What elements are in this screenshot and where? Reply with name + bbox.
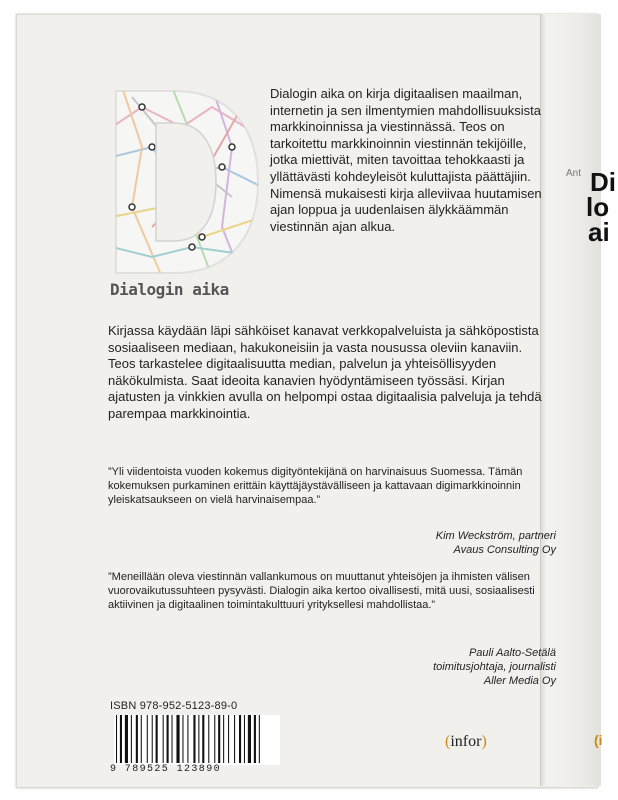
barcode-bar (167, 715, 169, 763)
barcode-bar (228, 715, 229, 763)
barcode-bar (198, 715, 199, 763)
barcode-bar (136, 715, 138, 763)
logo-caption: Dialogin aika (110, 280, 229, 299)
barcode-bar (223, 715, 224, 763)
publisher-paren-close: ) (481, 733, 487, 750)
barcode-bar (208, 715, 209, 763)
publisher-name: infor (450, 733, 482, 750)
barcode-bar (218, 715, 220, 763)
barcode-bar (120, 715, 122, 763)
body-paragraph: Kirjassa käydään läpi sähköiset kanavat verkkopalveluista ja sähköpostista sosiaaliseen mediaan, hakukoneisiin ja vasta nousussa oleviin kanaviin. Teos tarkastelee digitaalisuutta median, palvelun ja yhteisöllisyyden näkökulmista. Saat ideoita kanavien hyödyntämiseen työssäsi. Kirjan ajatusten ja vinkkien avulla on helpompi ostaa digitaalisia palveluja ja tehdä parempaa markkinointia. (108, 323, 542, 421)
barcode-bar (248, 715, 251, 763)
barcode-bar (214, 715, 215, 763)
barcode-bar (193, 715, 195, 763)
spine-title-line-1: Di (590, 167, 616, 197)
quote-2-attribution (433, 646, 556, 688)
barcode-bar (176, 715, 179, 763)
barcode-bar (259, 715, 260, 763)
barcode-bar (156, 715, 158, 763)
spine-publisher-logo: (i (594, 732, 603, 748)
isbn-label: ISBN 978-952-5123-89-0 (110, 700, 238, 712)
barcode-bar (116, 715, 117, 763)
barcode-bar (147, 715, 148, 763)
barcode (114, 715, 280, 765)
quote-2-text: ”Meneillään oleva viestinnän vallankumous on muuttanut yhteisöjen ja ihmisten välisen vuorovaikutussuhteen pysyvästi. Dialogin aika kertoo oivallisesti, mitä uusi, sosiaalisesti aktiivinen ja digitaalinen toimintakulttuuri yrityksellesi mahdollistaa.” (108, 571, 535, 611)
spine-author: Ant (566, 168, 582, 179)
barcode-bar (202, 715, 204, 763)
intro-paragraph: Dialogin aika on kirja digitaalisen maailman, internetin ja sen ilmentymien mahdollisuuksista markkinoinnissa ja viestinnässä. Teos on tarkoitettu markkinoinnin viestinnän tekijöille, jotka miettivät, miten tavoittaa tehokkaasti ja yllättävästi kohdeyleisöt kuluttajista päättäjiin. Nimensä mukaisesti kirja alleviivaa huutamisen ajan loppua ja uudenlaisen älykkäämmän viestinnän ajan alkua. (270, 86, 542, 234)
spine-title-line-2: lo (586, 192, 610, 222)
spine-title-line-3: ai (588, 217, 610, 247)
barcode-bar (182, 715, 183, 763)
quote-1-company: Avaus Consulting Oy (453, 544, 556, 556)
quote-1-author: Kim Weckström, partneri (435, 530, 556, 542)
quote-2-company: Aller Media Oy (483, 675, 556, 687)
publisher-paren-open: ( (445, 733, 451, 750)
barcode-bar (187, 715, 188, 763)
barcode-bar (254, 715, 256, 763)
d-letter-metro-map-icon (112, 87, 262, 277)
publisher-logo (445, 733, 487, 751)
quote-1-text: ”Yli viidentoista vuoden kokemus digityöntekijänä on harvinaisuus Suomessa. Tämän kokemuksen purkaminen erittäin käyttäjäystävälliseen ja kattavaan digimarkkinoinnin yleiskatsaukseen on vielä harvinaisempaa.” (108, 466, 523, 506)
barcode-bar (141, 715, 142, 763)
barcode-digits: 9 789525 123890 (110, 764, 222, 775)
barcode-bar (172, 715, 173, 763)
barcode-bar (244, 715, 245, 763)
barcode-bars-icon (114, 715, 280, 765)
barcode-bar (234, 715, 235, 763)
barcode-bar (152, 715, 153, 763)
quote-2-author: Pauli Aalto-Setälä (468, 647, 556, 659)
barcode-bar (131, 715, 132, 763)
barcode-bar (239, 715, 241, 763)
quote-1-attribution (436, 529, 556, 557)
barcode-bar (163, 715, 164, 763)
quote-2-role: toimitusjohtaja, journalisti (433, 661, 556, 673)
dialogin-aika-logo (112, 87, 262, 247)
barcode-bar (125, 715, 128, 763)
